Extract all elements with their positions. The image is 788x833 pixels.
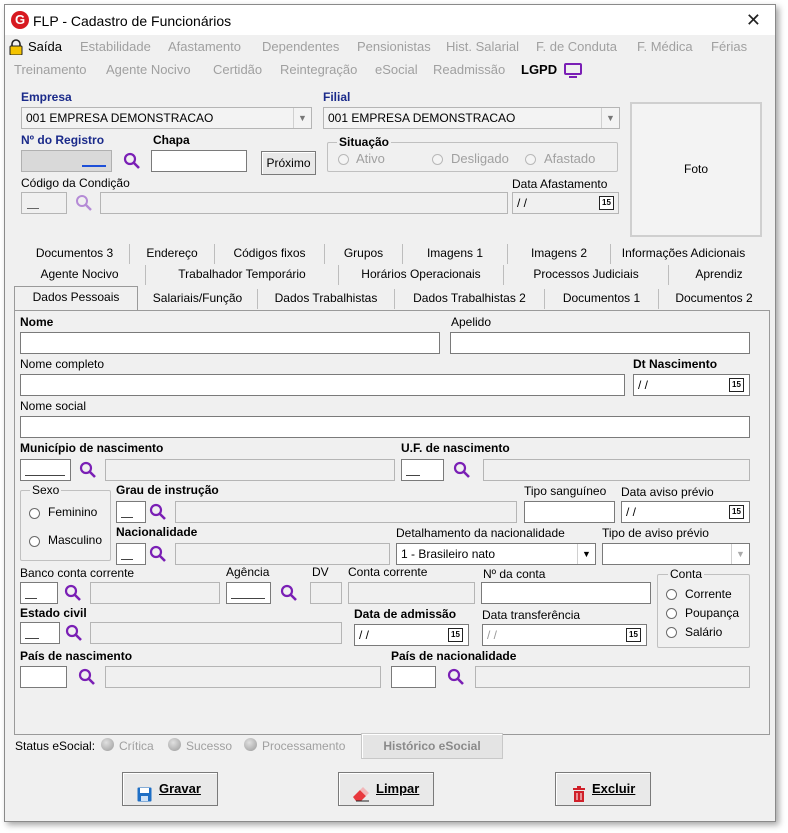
tab-strip bbox=[14, 244, 770, 310]
grau-code-input[interactable] bbox=[116, 501, 146, 523]
filial-label: Filial bbox=[323, 90, 351, 104]
menu-f-medica[interactable]: F. Médica bbox=[637, 39, 693, 54]
estado-civil-desc-input bbox=[90, 622, 342, 644]
nome-input[interactable] bbox=[20, 332, 440, 354]
grau-desc-input bbox=[175, 501, 517, 523]
menu-treinamento[interactable]: Treinamento bbox=[14, 62, 87, 77]
radio-ativo-label: Ativo bbox=[356, 151, 385, 166]
municipio-label: Município de nascimento bbox=[20, 441, 164, 455]
radio-corrente-label: Corrente bbox=[685, 587, 732, 601]
tab-informacoes-adicionais[interactable]: Informações Adicionais bbox=[621, 246, 746, 260]
status-sucesso-icon bbox=[168, 738, 181, 751]
apelido-input[interactable] bbox=[450, 332, 750, 354]
agencia-label: Agência bbox=[226, 565, 270, 579]
estado-civil-code-input[interactable] bbox=[20, 622, 60, 644]
tab-grupos[interactable]: Grupos bbox=[325, 244, 403, 264]
estado-civil-label: Estado civil bbox=[20, 606, 87, 620]
underscore-mark bbox=[25, 598, 37, 599]
search-icon[interactable] bbox=[280, 584, 298, 602]
nome-social-label: Nome social bbox=[20, 399, 87, 413]
radio-corrente[interactable] bbox=[666, 589, 677, 600]
data-transf-label: Data transferência bbox=[482, 608, 581, 622]
foto-box[interactable] bbox=[630, 102, 762, 237]
sexo-group bbox=[20, 490, 111, 561]
eraser-icon bbox=[352, 782, 370, 798]
menu-ferias[interactable]: Férias bbox=[711, 39, 748, 54]
menu-dependentes[interactable]: Dependentes bbox=[262, 39, 340, 54]
search-icon[interactable] bbox=[64, 584, 82, 602]
radio-ativo[interactable] bbox=[338, 154, 349, 165]
situacao-label: Situação bbox=[339, 135, 390, 149]
underscore-mark bbox=[231, 598, 265, 599]
monitor-icon[interactable] bbox=[564, 63, 582, 78]
search-icon[interactable] bbox=[123, 152, 141, 170]
tab-trabalhador-temporario[interactable]: Trabalhador Temporário bbox=[146, 265, 339, 285]
radio-masculino-label: Masculino bbox=[48, 533, 103, 547]
underscore-mark bbox=[25, 638, 39, 639]
grau-instrucao-label: Grau de instrução bbox=[116, 483, 219, 497]
pais-nac-desc-input bbox=[475, 666, 750, 688]
radio-afastado[interactable] bbox=[525, 154, 536, 165]
dv-input bbox=[310, 582, 342, 604]
close-icon[interactable]: ✕ bbox=[745, 10, 761, 30]
chevron-down-icon: ▼ bbox=[601, 108, 619, 128]
radio-poupanca-label: Poupança bbox=[685, 606, 740, 620]
pais-nac-label: País de nacionalidade bbox=[391, 649, 517, 663]
tab-processos-judiciais[interactable]: Processos Judiciais bbox=[504, 265, 669, 285]
municipio-desc-input bbox=[105, 459, 395, 481]
data-afastamento-label: Data Afastamento bbox=[512, 177, 608, 191]
radio-poupanca[interactable] bbox=[666, 608, 677, 619]
menu-saida[interactable]: Saída bbox=[28, 39, 62, 54]
tab-documentos-1[interactable]: Documentos 1 bbox=[545, 289, 659, 309]
sexo-label: Sexo bbox=[32, 483, 60, 497]
nome-completo-label: Nome completo bbox=[20, 357, 105, 371]
menu-agente-nocivo[interactable]: Agente Nocivo bbox=[106, 62, 191, 77]
gravar-button[interactable] bbox=[122, 772, 218, 806]
trash-icon bbox=[572, 782, 586, 798]
search-icon[interactable] bbox=[78, 668, 96, 686]
data-transf-input[interactable] bbox=[482, 624, 647, 646]
radio-afastado-label: Afastado bbox=[544, 151, 596, 166]
excluir-button[interactable] bbox=[555, 772, 651, 806]
conta-corrente-input bbox=[348, 582, 475, 604]
pais-nasc-code-input[interactable] bbox=[20, 666, 67, 688]
window-title: FLP - Cadastro de Funcionários bbox=[33, 13, 232, 29]
tipo-sanguineo-label: Tipo sanguíneo bbox=[524, 484, 607, 498]
radio-desligado[interactable] bbox=[432, 154, 443, 165]
empresa-select[interactable] bbox=[21, 107, 312, 129]
condicao-code-input[interactable] bbox=[21, 192, 67, 214]
radio-feminino[interactable] bbox=[29, 508, 40, 519]
detalhamento-label: Detalhamento da nacionalidade bbox=[396, 526, 565, 540]
historico-esocial-label: Histórico eSocial bbox=[383, 739, 481, 753]
tab-agente-nocivo[interactable]: Agente Nocivo bbox=[14, 265, 146, 285]
app-logo-icon: G bbox=[11, 11, 29, 29]
registro-label: Nº do Registro bbox=[21, 133, 105, 147]
uf-code-input[interactable] bbox=[401, 459, 444, 481]
status-critica-label: Crítica bbox=[119, 739, 154, 753]
tab-documentos-2[interactable]: Documentos 2 bbox=[675, 291, 753, 305]
uf-label: U.F. de nascimento bbox=[401, 441, 510, 455]
nome-label: Nome bbox=[20, 315, 54, 329]
save-icon bbox=[137, 782, 152, 797]
main-window bbox=[4, 4, 776, 822]
tipo-aviso-label: Tipo de aviso prévio bbox=[602, 526, 709, 540]
menu-pensionistas[interactable]: Pensionistas bbox=[357, 39, 431, 54]
menu-f-conduta[interactable]: F. de Conduta bbox=[536, 39, 617, 54]
data-admissao-value: / / bbox=[359, 628, 370, 642]
tab-endereco[interactable]: Endereço bbox=[130, 244, 215, 264]
status-critica-icon bbox=[101, 738, 114, 751]
underscore-mark bbox=[406, 475, 420, 476]
underscore-mark bbox=[121, 517, 133, 518]
detalhamento-value: 1 - Brasileiro nato bbox=[401, 547, 496, 561]
menu-afastamento[interactable]: Afastamento bbox=[168, 39, 241, 54]
conta-group-label: Conta bbox=[670, 567, 703, 581]
dados-pessoais-panel bbox=[14, 310, 770, 735]
dt-nascimento-label: Dt Nascimento bbox=[633, 357, 718, 371]
underscore-mark bbox=[121, 559, 133, 560]
data-aviso-value: / / bbox=[626, 505, 637, 519]
num-conta-label: Nº da conta bbox=[483, 567, 546, 581]
uf-desc-input bbox=[483, 459, 750, 481]
limpar-label: Limpar bbox=[376, 781, 420, 796]
calendar-icon[interactable]: 15 bbox=[599, 196, 614, 210]
dt-nascimento-value: / / bbox=[638, 378, 649, 392]
tab-dados-trabalhistas-2[interactable]: Dados Trabalhistas 2 bbox=[395, 289, 545, 309]
tab-documentos-3[interactable]: Documentos 3 bbox=[20, 244, 130, 264]
status-sucesso-label: Sucesso bbox=[186, 739, 233, 753]
text-cursor bbox=[82, 165, 106, 167]
calendar-icon[interactable]: 15 bbox=[729, 505, 744, 519]
limpar-button[interactable] bbox=[338, 772, 434, 806]
gravar-label: Gravar bbox=[159, 781, 201, 796]
title-bar bbox=[5, 5, 775, 35]
menu-estabilidade[interactable]: Estabilidade bbox=[80, 39, 151, 54]
num-conta-input[interactable] bbox=[481, 582, 651, 604]
detalhamento-select[interactable] bbox=[396, 543, 596, 565]
underscore-mark bbox=[25, 475, 65, 476]
tipo-sanguineo-input[interactable] bbox=[524, 501, 615, 523]
dv-label: DV bbox=[312, 565, 329, 579]
radio-feminino-label: Feminino bbox=[48, 505, 98, 519]
tab-horarios-operacionais[interactable]: Horários Operacionais bbox=[339, 265, 504, 285]
nacionalidade-label: Nacionalidade bbox=[116, 525, 198, 539]
calendar-icon[interactable]: 15 bbox=[448, 628, 463, 642]
radio-salario-label: Salário bbox=[685, 625, 723, 639]
tab-dados-trabalhistas[interactable]: Dados Trabalhistas bbox=[258, 289, 395, 309]
historico-esocial-button[interactable] bbox=[361, 733, 503, 759]
chevron-down-icon: ▼ bbox=[731, 544, 749, 564]
menu-hist-salarial[interactable]: Hist. Salarial bbox=[446, 39, 519, 54]
data-aviso-label: Data aviso prévio bbox=[621, 485, 714, 499]
data-afastamento-value: / / bbox=[517, 196, 528, 210]
search-icon[interactable] bbox=[65, 624, 83, 642]
nacionalidade-code-input[interactable] bbox=[116, 543, 146, 565]
chapa-label: Chapa bbox=[153, 133, 190, 147]
search-icon[interactable] bbox=[149, 503, 167, 521]
search-icon[interactable] bbox=[149, 545, 167, 563]
proximo-label: Próximo bbox=[266, 156, 311, 170]
municipio-code-input[interactable] bbox=[20, 459, 71, 481]
underscore-mark bbox=[27, 208, 39, 209]
search-icon[interactable] bbox=[79, 461, 97, 479]
tab-codigos-fixos[interactable]: Códigos fixos bbox=[215, 244, 325, 264]
tipo-aviso-select[interactable] bbox=[602, 543, 750, 565]
menu-readmissao[interactable]: Readmissão bbox=[433, 62, 506, 77]
excluir-label: Excluir bbox=[592, 781, 636, 796]
nome-social-input[interactable] bbox=[20, 416, 750, 438]
pais-nac-code-input[interactable] bbox=[391, 666, 436, 688]
radio-desligado-label: Desligado bbox=[451, 151, 509, 166]
condicao-label: Código da Condição bbox=[21, 176, 130, 190]
banco-desc-input bbox=[90, 582, 220, 604]
proximo-button[interactable] bbox=[261, 151, 316, 175]
agencia-input[interactable] bbox=[226, 582, 271, 604]
registro-input[interactable] bbox=[21, 150, 112, 172]
calendar-icon[interactable]: 15 bbox=[729, 378, 744, 392]
tab-imagens-1[interactable]: Imagens 1 bbox=[403, 244, 508, 264]
condicao-desc-input bbox=[100, 192, 508, 214]
search-icon[interactable] bbox=[75, 194, 93, 212]
radio-masculino[interactable] bbox=[29, 536, 40, 547]
menu-lgpd[interactable]: LGPD bbox=[521, 62, 558, 77]
lock-icon bbox=[9, 39, 23, 55]
pais-nasc-label: País de nascimento bbox=[20, 649, 133, 663]
pais-nasc-desc-input bbox=[105, 666, 381, 688]
tab-imagens-2[interactable]: Imagens 2 bbox=[508, 244, 611, 264]
data-admissao-label: Data de admissão bbox=[354, 607, 457, 621]
tab-salariais-funcao[interactable]: Salariais/Função bbox=[138, 289, 258, 309]
banco-label: Banco conta corrente bbox=[20, 566, 135, 580]
status-processamento-icon bbox=[244, 738, 257, 751]
nome-completo-input[interactable] bbox=[20, 374, 625, 396]
conta-corrente-label: Conta corrente bbox=[348, 565, 428, 579]
chevron-down-icon: ▼ bbox=[577, 544, 595, 564]
status-processamento-label: Processamento bbox=[262, 739, 346, 753]
menu-esocial[interactable]: eSocial bbox=[375, 62, 418, 77]
search-icon[interactable] bbox=[447, 668, 465, 686]
menu-reintegracao[interactable]: Reintegração bbox=[280, 62, 358, 77]
search-icon[interactable] bbox=[453, 461, 471, 479]
chapa-input[interactable] bbox=[151, 150, 247, 172]
data-transf-value: / / bbox=[487, 628, 498, 642]
empresa-value: 001 EMPRESA DEMONSTRACAO bbox=[26, 111, 214, 125]
foto-label: Foto bbox=[683, 162, 708, 176]
filial-value: 001 EMPRESA DEMONSTRACAO bbox=[328, 111, 516, 125]
nacionalidade-desc-input bbox=[175, 543, 390, 565]
banco-code-input[interactable] bbox=[20, 582, 58, 604]
calendar-icon[interactable]: 15 bbox=[626, 628, 641, 642]
empresa-label: Empresa bbox=[21, 90, 72, 104]
menu-certidao[interactable]: Certidão bbox=[213, 62, 263, 77]
chevron-down-icon: ▼ bbox=[293, 108, 311, 128]
apelido-label: Apelido bbox=[451, 315, 492, 329]
filial-select[interactable] bbox=[323, 107, 620, 129]
status-esocial-label: Status eSocial: bbox=[15, 739, 96, 753]
radio-salario[interactable] bbox=[666, 627, 677, 638]
tab-dados-pessoais[interactable]: Dados Pessoais bbox=[14, 286, 138, 310]
tab-aprendiz[interactable]: Aprendiz bbox=[695, 267, 743, 281]
